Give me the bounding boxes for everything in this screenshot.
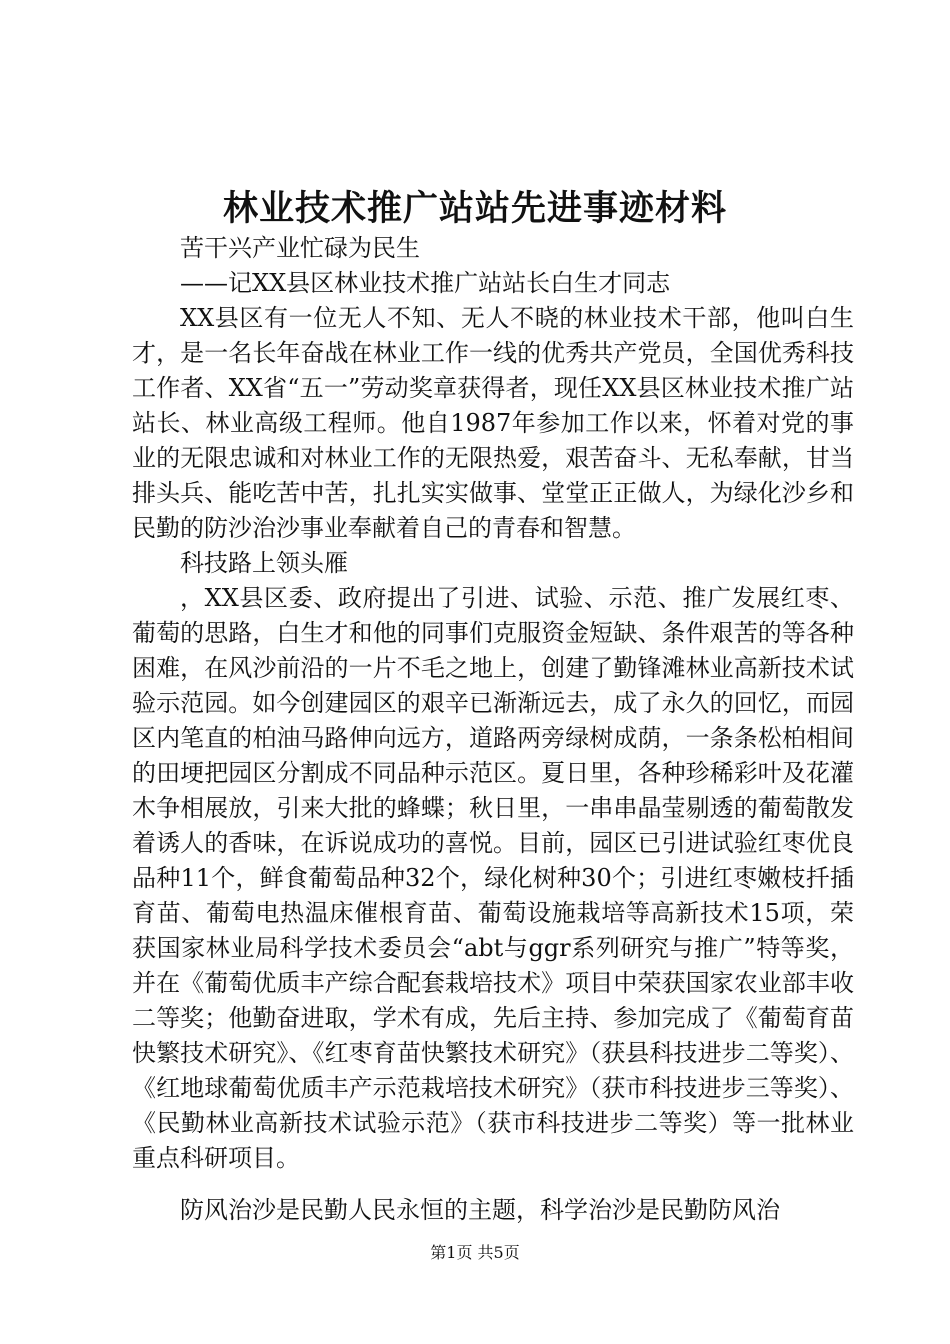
achievements-paragraph: ，XX县区委、政府提出了引进、试验、示范、推广发展红枣、葡萄的思路，白生才和他的同事们克服资金短缺、条件艰苦的等各种困难，在风沙前沿的一片不毛之地上，创建了勤锋滩林业高新技术试验示范园。如今创建园区的艰辛已渐渐远去，成了永久的回忆，而园区内笔直的柏油马路伸向远方，道路两旁绿树成荫，一条条松柏相间的田埂把园区分割成不同品种示范区。夏日里，各种珍稀彩叶及花灌木争相展放，引来大批的蜂蝶；秋日里，一串串晶莹剔透的葡萄散发着诱人的香味，在诉说成功的喜悦。目前，园区已引进试验红枣优良品种11个，鲜食葡萄品种32个，绿化树种30个；引进红枣嫩枝扦插育苗、葡萄电热温床催根育苗、葡萄设施栽培等高新技术15项，荣获国家林业局科学技术委员会“abt与ggr系列研究与推广”特等奖，并在《葡萄优质丰产综合配套栽培技术》项目中荣获国家农业部丰收二等奖；他勤奋进取，学术有成，先后主持、参加完成了《葡萄育苗快繁技术研究》、《红枣育苗快繁技术研究》（获县科技进步二等奖）、《红地球葡萄优质丰产示范栽培技术研究》（获市科技进步三等奖）、《民勤林业高新技术试验示范》（获市科技进步二等奖）等一批林业重点科研项目。 [132,584,854,1172]
dedication-paragraph: ——记XX县区林业技术推广站站长白生才同志 [180,269,671,297]
intro-paragraph: XX县区有一位无人不知、无人不晓的林业技术干部，他叫白生才，是一名长年奋战在林业工作一线的优秀共产党员，全国优秀科技工作者、XX省“五一”劳动奖章获得者，现任XX县区林业技术推广站站长、林业高级工程师。他自1987年参加工作以来，怀着对党的事业的无限忠诚和对林业工作的无限热爱，艰苦奋斗、无私奉献，甘当排头兵、能吃苦中苦，扎扎实实做事、堂堂正正做人，为绿化沙乡和民勤的防沙治沙事业奉献着自己的青春和智慧。 [132,304,854,542]
section-heading: 科技路上领头雁 [180,549,348,577]
document-body [132,231,854,1228]
document-title: 林业技术推广站站先进事迹材料 [222,188,727,229]
page-footer: 第1页 共5页 [430,1243,520,1262]
sand-control-paragraph: 防风治沙是民勤人民永恒的主题，科学治沙是民勤防风治 [180,1196,780,1224]
subtitle-paragraph: 苦干兴产业忙碌为民生 [180,234,420,262]
